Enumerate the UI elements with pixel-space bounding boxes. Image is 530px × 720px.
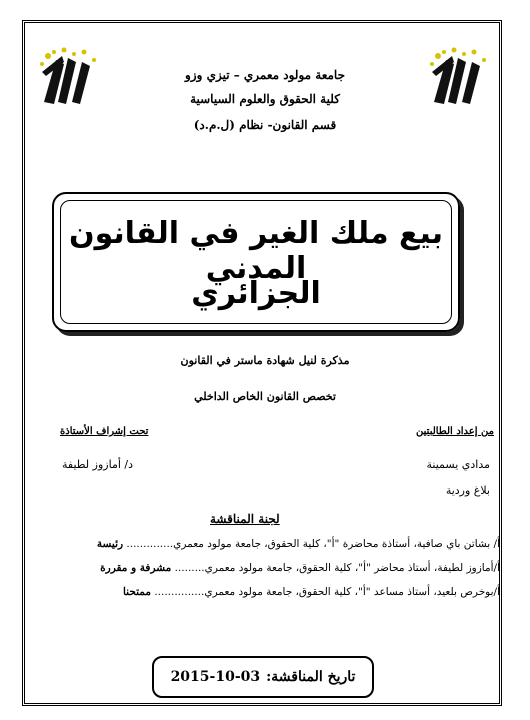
committee-member-2: [28, 562, 500, 574]
thesis-title-line-1: بيع ملك الغير في القانون المدني: [68, 216, 443, 286]
student-name-2: بلاغ وردية: [445, 484, 490, 497]
committee-member-info: أ/ بشاتن باي صافية، أستاذة محاضرة "أ"، كلية الحقوق، جامعة مولود معمري..............: [126, 538, 500, 550]
specialty: تخصص القانون الخاص الداخلي: [194, 390, 336, 403]
thesis-title-box: [52, 192, 460, 332]
memo-type: مذكرة لنيل شهادة ماستر في القانون: [180, 354, 350, 367]
committee-member-role: ممتحنا: [122, 586, 151, 598]
committee-title: لجنة المناقشة: [210, 512, 280, 526]
student-name-1: مدادي يسمينة: [426, 458, 490, 471]
defense-date-label: تاريخ المناقشة:: [266, 669, 356, 685]
students-label: من إعداد الطالبتين: [416, 426, 494, 437]
department-name: قسم القانون- نظام (ل.م.د): [193, 118, 337, 132]
university-name: جامعة مولود معمري – تيزي وزو: [185, 68, 345, 82]
defense-date-box: [152, 656, 374, 698]
committee-member-3: [28, 586, 500, 598]
committee-member-1: [28, 538, 500, 550]
defense-date-value: 2015-10-03: [170, 669, 261, 685]
committee-member-info: أ/بوخرص بلعيد، أستاذ مساعد "أ"، كلية الحقوق، جامعة مولود معمري...............: [154, 586, 500, 598]
committee-member-role: رئيسة: [96, 538, 124, 550]
thesis-title-line-2: الجزائري: [191, 276, 321, 311]
university-logo-left: [34, 42, 104, 112]
committee-member-info: أ/أمازوز لطيفة، أستاذ محاضر "أ"، كلية الحقوق، جامعة مولود معمري.........: [174, 562, 500, 574]
committee-member-role: مشرفة و مقررة: [100, 562, 172, 574]
university-logo-right: [424, 42, 494, 112]
supervisor-label: تحت إشراف الأستاذة: [60, 426, 149, 437]
supervisor-name: د/ أمازوز لطيفة: [62, 458, 133, 471]
faculty-name: كلية الحقوق والعلوم السياسية: [190, 92, 340, 106]
